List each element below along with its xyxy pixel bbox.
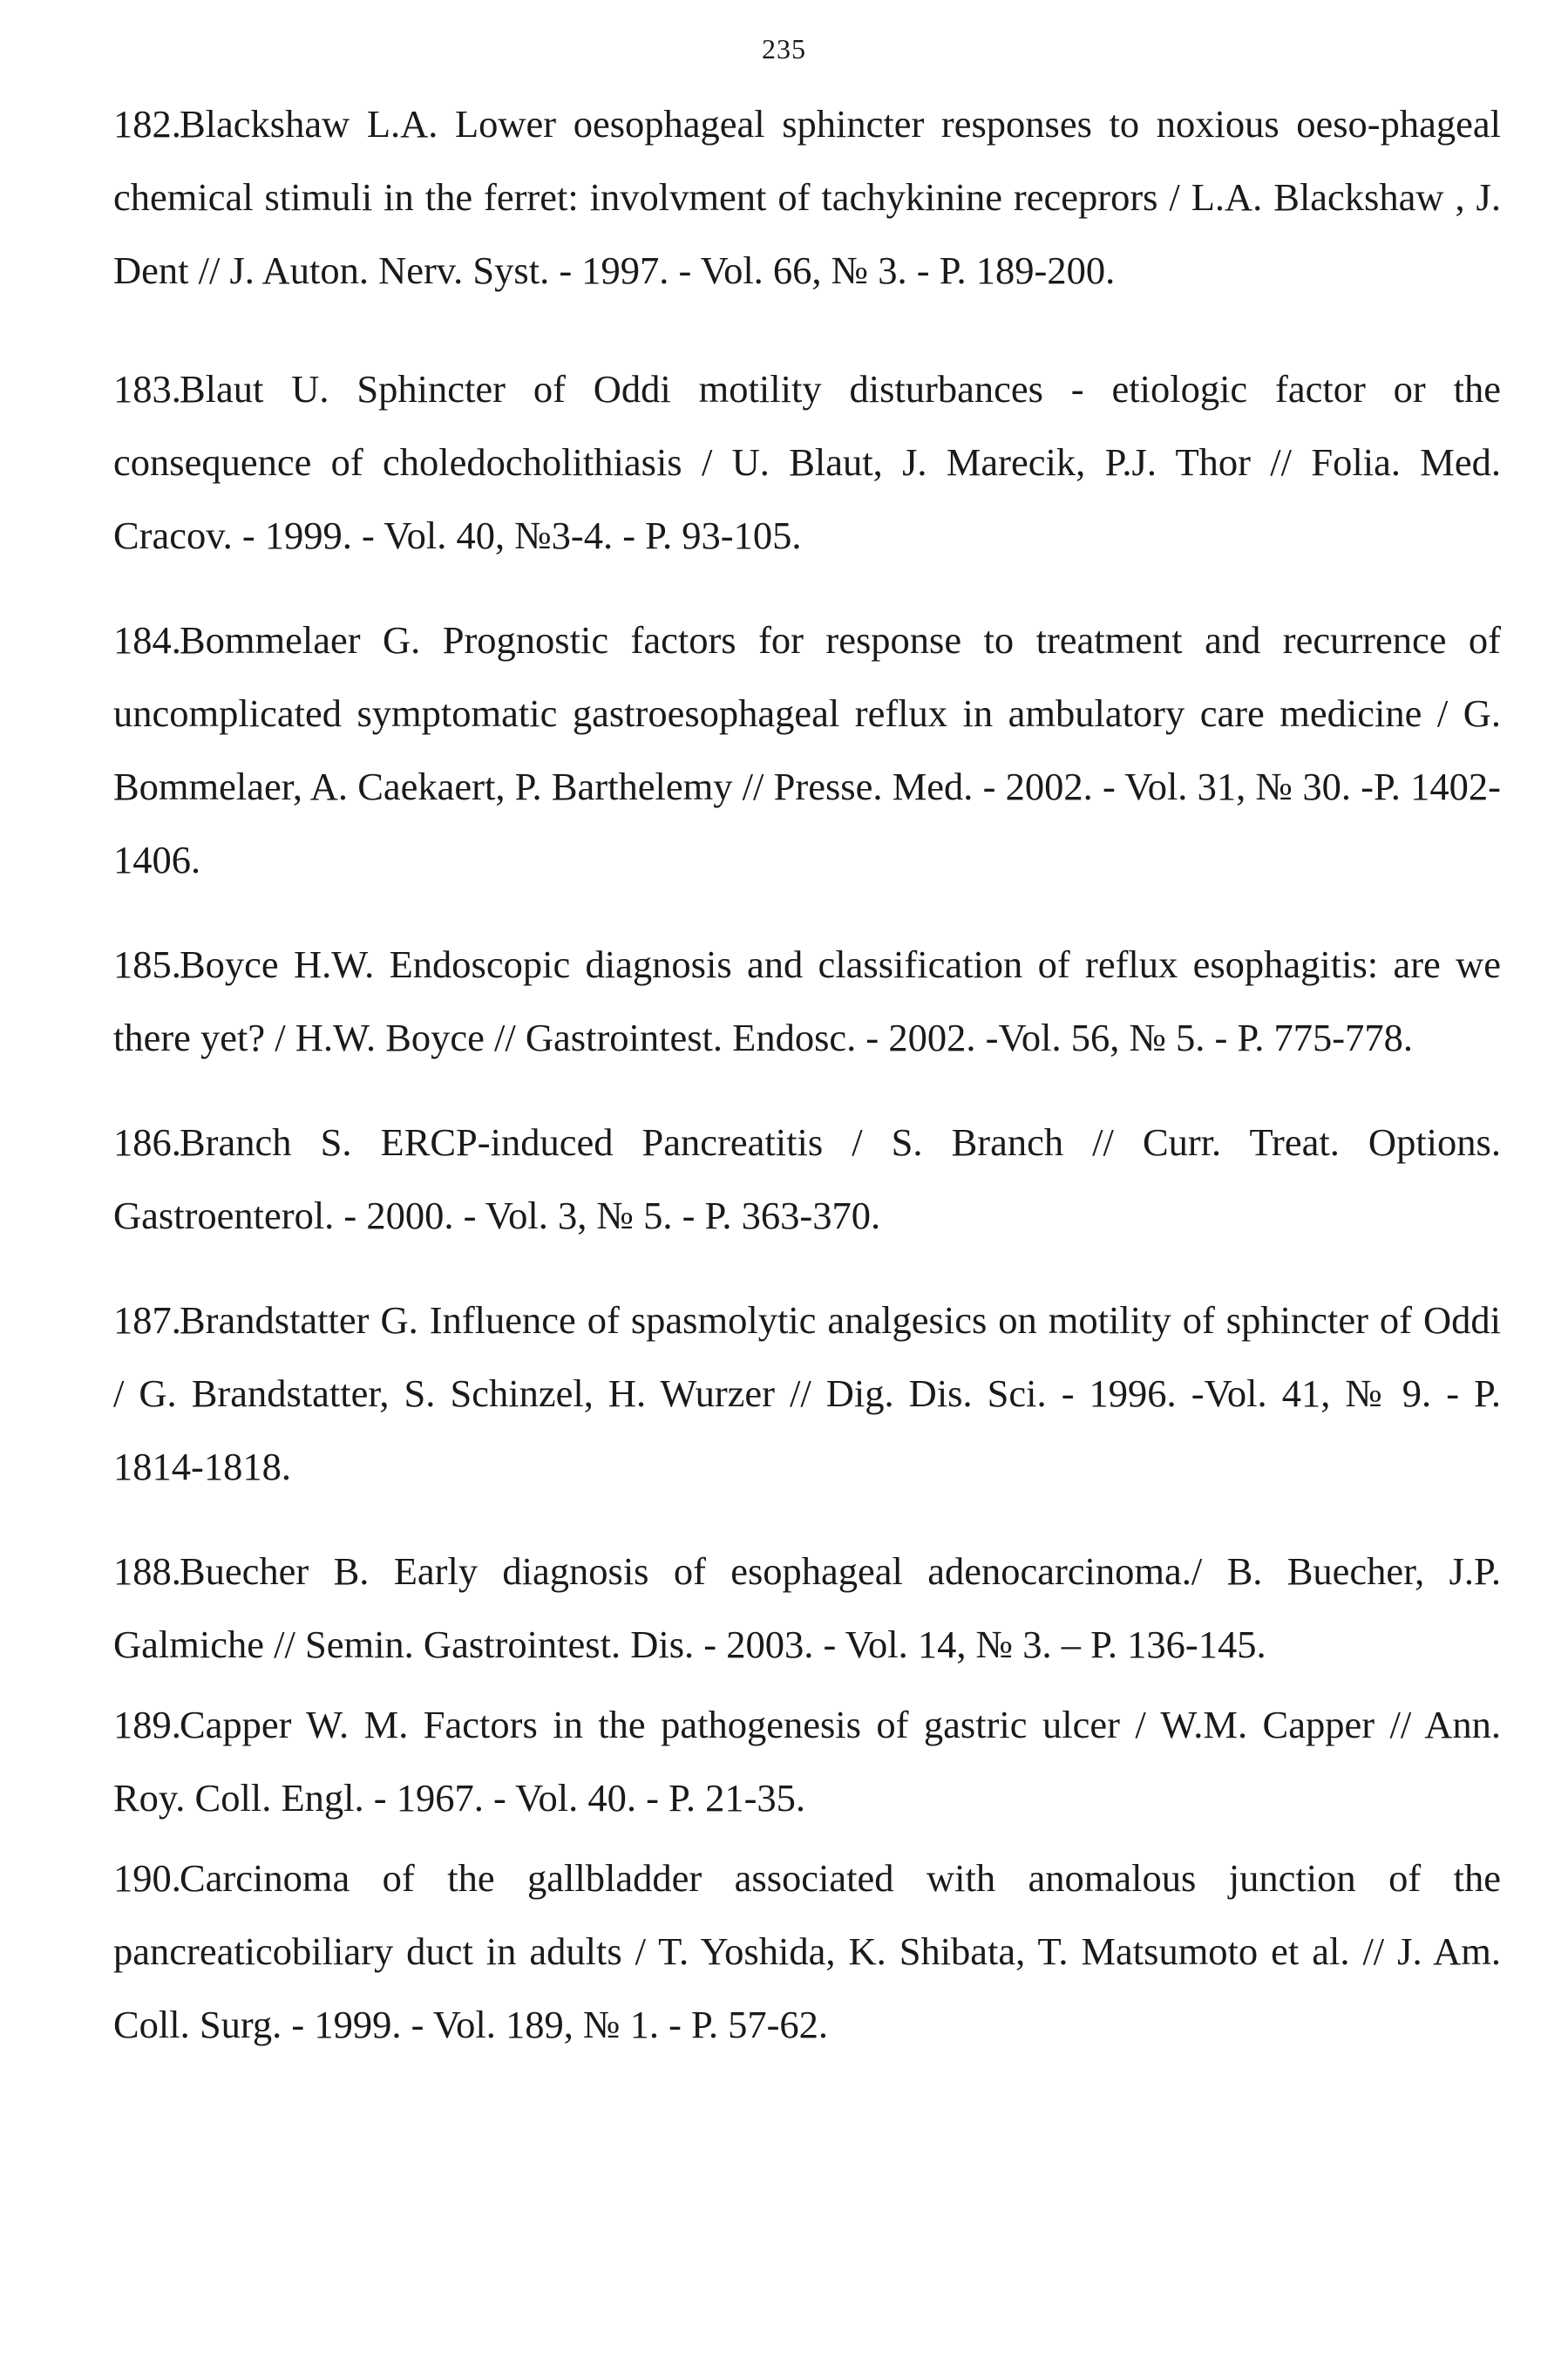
reference-text: Brandstatter G. Influence of spasmolytic analgesics on motility of sphincter of Oddi / G. Brandstatter, S. Schinzel, H. Wurzer // Dig. Dis. Sci. - 1996. -Vol. 41, № 9. - P. 1814-1818. <box>113 1298 1501 1488</box>
reference-item <box>113 1106 1501 1252</box>
reference-text: Capper W. M. Factors in the pathogenesis of gastric ulcer / W.M. Capper // Ann. Roy. Coll. Engl. - 1967. - Vol. 40. - P. 21-35. <box>113 1703 1501 1820</box>
page-number: 235 <box>762 33 806 65</box>
reference-item <box>113 352 1501 572</box>
reference-number: 183. <box>113 367 181 411</box>
reference-text: Blaut U. Sphincter of Oddi motility disturbances - etiologic factor or the consequence of choledocholithiasis / U. Blaut, J. Marecik, P.J. Thor // Folia. Med. Cracov. - 1999. - Vol. 40, №3-4. - P. 93-105. <box>113 367 1501 557</box>
reference-text: Branch S. ERCP-induced Pancreatitis / S. Branch // Curr. Treat. Options. Gastroenterol. - 2000. - Vol. 3, № 5. - P. 363-370. <box>113 1120 1501 1237</box>
reference-number: 187. <box>113 1298 181 1342</box>
reference-item <box>113 603 1501 896</box>
reference-text: Carcinoma of the gallbladder associated with anomalous junction of the pancreaticobiliary duct in adults / T. Yoshida, K. Shibata, T. Matsumoto et al. // J. Am. Coll. Surg. - 1999. - Vol. 189, № 1. - P. 57-62. <box>113 1856 1501 2046</box>
reference-number: 184. <box>113 618 181 662</box>
reference-item <box>113 1841 1501 2061</box>
reference-item <box>113 1534 1501 1681</box>
reference-item <box>113 1688 1501 1834</box>
reference-number: 186. <box>113 1120 181 1164</box>
reference-item <box>113 928 1501 1074</box>
reference-item <box>113 87 1501 307</box>
reference-text: Boyce H.W. Endoscopic diagnosis and classification of reflux esophagitis: are we there yet? / H.W. Boyce // Gastrointest. Endosc. - 2002. -Vol. 56, № 5. - P. 775-778. <box>113 942 1501 1059</box>
reference-text: Bommelaer G. Prognostic factors for response to treatment and recurrence of uncomplicated symptomatic gastroesophageal reflux in ambulatory care medicine / G. Bommelaer, A. Caekaert, P. Barthelemy // Presse. Med. - 2002. - Vol. 31, № 30. -P. 1402-1406. <box>113 618 1501 881</box>
reference-number: 185. <box>113 942 181 986</box>
reference-number: 182. <box>113 102 181 146</box>
reference-text: Blackshaw L.A. Lower oesophageal sphincter responses to noxious oeso-phageal chemical stimuli in the ferret: involvment of tachykinine receprors / L.A. Blackshaw , J. Dent // J. Auton. Nerv. Syst. - 1997. - Vol. 66, № 3. - P. 189-200. <box>113 102 1501 292</box>
reference-number: 189. <box>113 1703 181 1746</box>
reference-text: Buecher B. Early diagnosis of esophageal adenocarcinoma./ B. Buecher, J.P. Galmiche // Semin. Gastrointest. Dis. - 2003. - Vol. 14, № 3. – P. 136-145. <box>113 1549 1501 1666</box>
reference-list <box>113 87 1501 2061</box>
reference-number: 190. <box>113 1856 181 1900</box>
reference-item <box>113 1283 1501 1503</box>
reference-number: 188. <box>113 1549 181 1593</box>
